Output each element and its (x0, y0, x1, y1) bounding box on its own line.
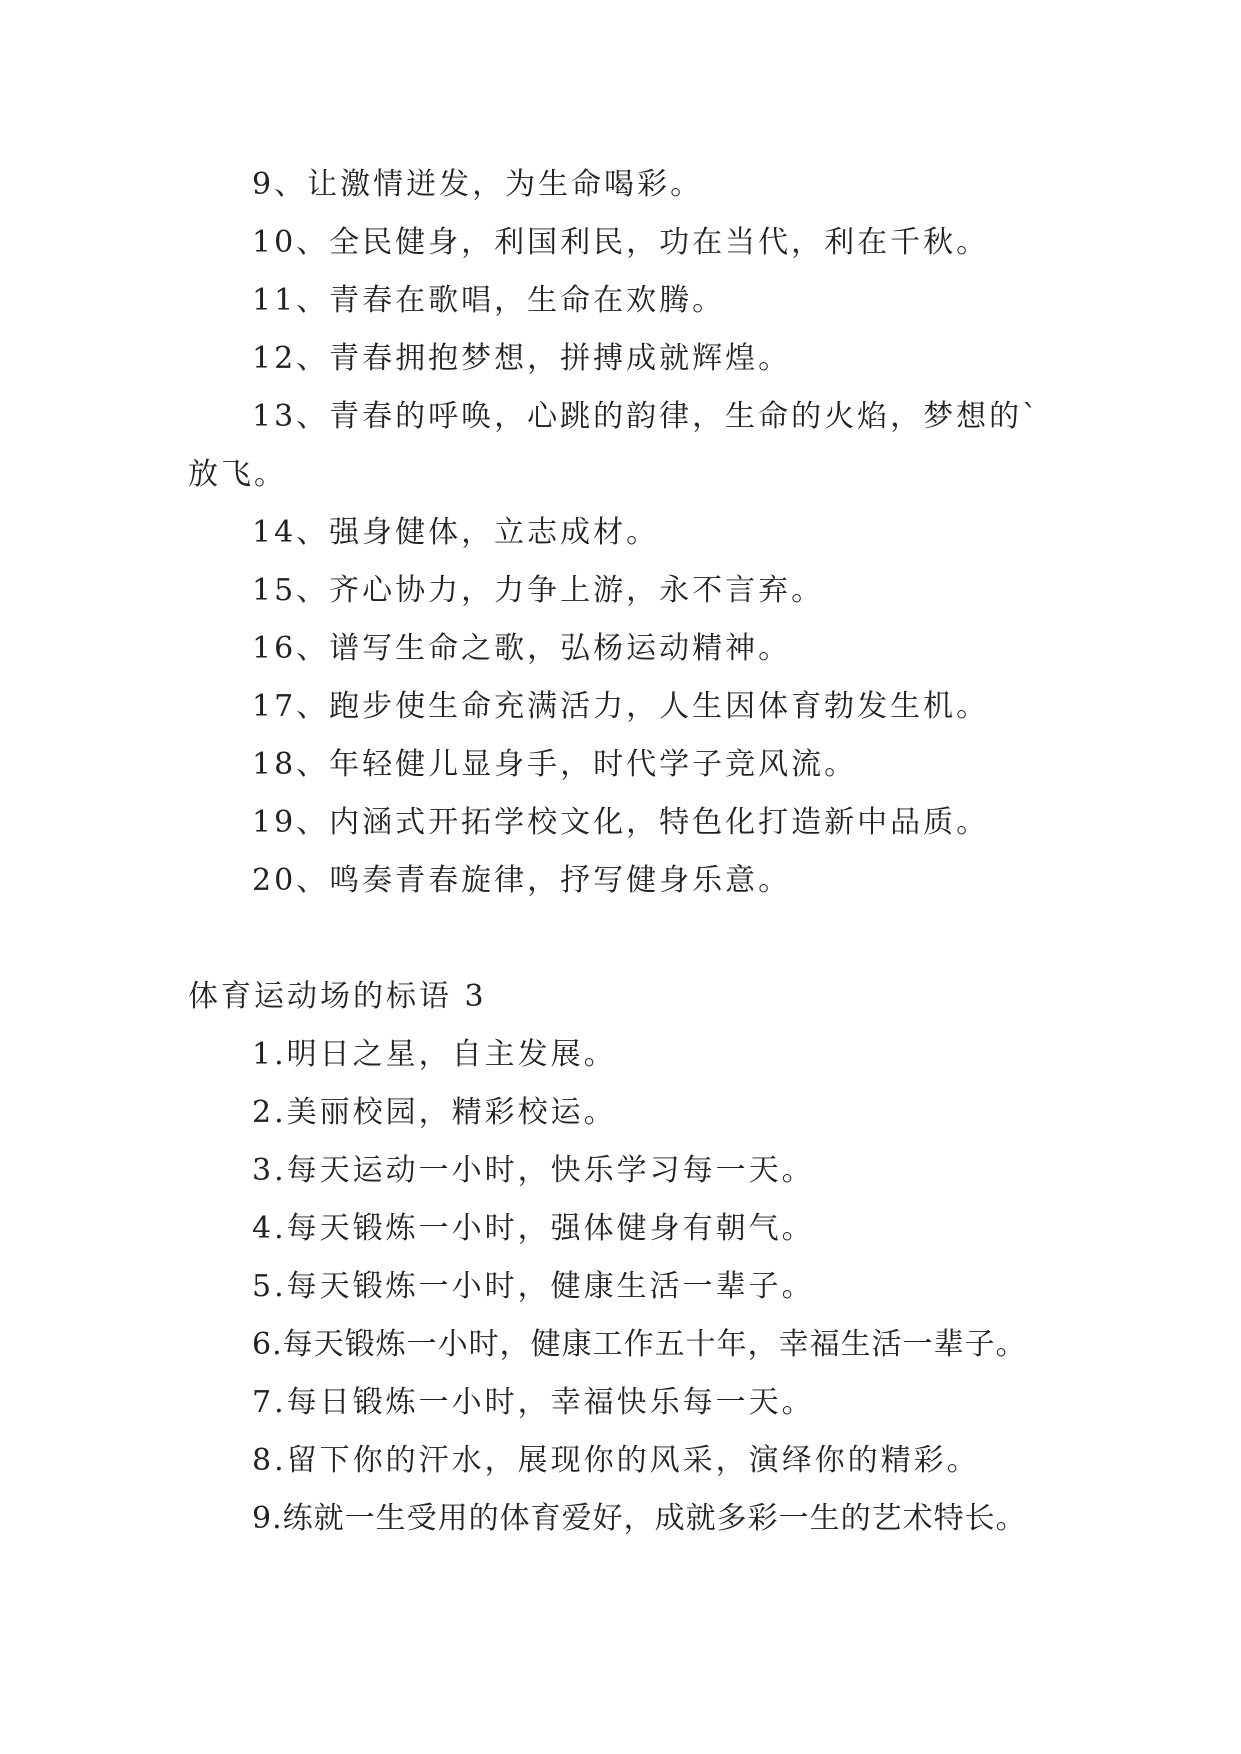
list-item: 17、跑步使生命充满活力，人生因体育勃发生机。 (252, 689, 990, 724)
list-item: 15、齐心协力，力争上游，永不言弃。 (252, 573, 825, 608)
list-item: 5.每天锻炼一小时，健康生活一辈子。 (252, 1269, 815, 1304)
list-item: 20、鸣奏青春旋律，抒写健身乐意。 (252, 863, 792, 898)
list-item-continuation: 放飞。 (188, 457, 287, 492)
list-item: 2.美丽校园，精彩校运。 (252, 1095, 617, 1130)
list-item: 18、年轻健儿显身手，时代学子竞风流。 (252, 747, 858, 782)
list-item: 6.每天锻炼一小时，健康工作五十年，幸福生活一辈子。 (252, 1327, 1027, 1362)
list-item: 12、青春拥抱梦想，拼搏成就辉煌。 (252, 341, 792, 376)
list-item: 8.留下你的汗水，展现你的风采，演绎你的精彩。 (252, 1443, 980, 1478)
list-item: 3.每天运动一小时，快乐学习每一天。 (252, 1153, 815, 1188)
list-item: 9.练就一生受用的体育爱好，成就多彩一生的艺术特长。 (252, 1501, 1027, 1536)
list-item: 1.明日之星，自主发展。 (252, 1037, 617, 1072)
list-item: 7.每日锻炼一小时，幸福快乐每一天。 (252, 1385, 815, 1420)
section-heading: 体育运动场的标语 3 (188, 979, 487, 1014)
list-item: 14、强身健体，立志成材。 (252, 515, 660, 550)
list-item: 16、谱写生命之歌，弘杨运动精神。 (252, 631, 792, 666)
list-item: 9、让激情迸发，为生命喝彩。 (252, 167, 704, 202)
list-item: 10、全民健身，利国利民，功在当代，利在千秋。 (252, 225, 990, 260)
list-item: 13、青春的呼唤，心跳的韵律，生命的火焰，梦想的` (252, 399, 1041, 434)
list-item: 4.每天锻炼一小时，强体健身有朝气。 (252, 1211, 815, 1246)
list-item: 19、内涵式开拓学校文化，特色化打造新中品质。 (252, 805, 990, 840)
list-item: 11、青春在歌唱，生命在欢腾。 (252, 283, 726, 318)
